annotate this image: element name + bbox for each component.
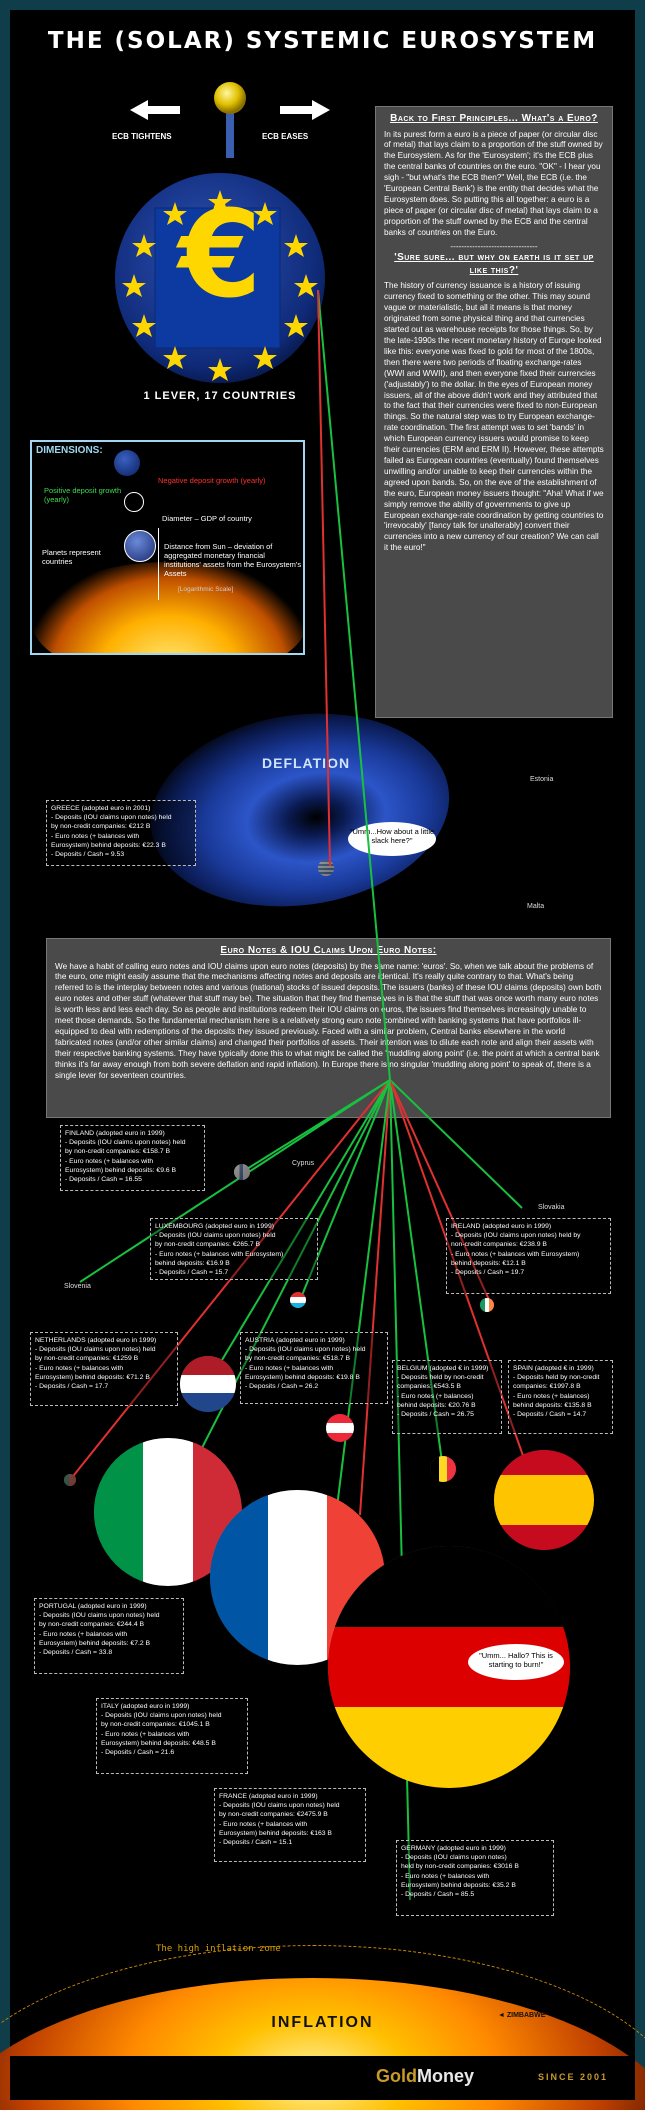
estonia-label: Estonia xyxy=(530,776,554,783)
cyprus-label: Cyprus xyxy=(292,1160,315,1167)
deflation-speech-bubble: "Umm...How about a little slack here?" xyxy=(348,822,436,856)
luxembourg-stats-box: LUXEMBOURG (adopted euro in 1999) - Deposits (IOU claims upon notes) held by non-credit companies: €265.7 B - Euro notes (+ balances with Eurosystem) behind deposits: €16.9 B - Deposits / Cash = 15.7 xyxy=(150,1218,318,1280)
ireland-planet xyxy=(480,1298,494,1312)
netherlands-stats-box: NETHERLANDS (adopted euro in 1999) - Deposits (IOU claims upon notes) held by non-credit companies: €1259 B - Euro notes (+ balances with Eurosystem) behind deposits: €71.2 B - Deposits / Cash = 17.7 xyxy=(30,1332,178,1406)
heading-what-is-euro: Back to First Principles... What's a Euro? xyxy=(390,113,598,124)
heading-why-set-up: 'Sure sure... but why on earth is it set up like this?' xyxy=(394,252,594,276)
finland-planet xyxy=(234,1164,250,1180)
deflation-label: DEFLATION xyxy=(262,755,351,771)
body-why-set-up: The history of currency issuance is a history of issuing currency fixed to something or the other. This may sound vague or materialistic, but all it means is that money originated from some physical thing and that currencies started out as warehouse receipts for those things. So, by the late-1990s the recent monetary history of Europe looked like this: everyone was fixed to gold for most of the 1800s, then there were two periods of floating exchange-rates (WWI and WWII), and then everyone fixed their currencies ('adjustably') to the dollar. In the eyes of European money issuers, all of the above didn't work and they attributed that to the fact that their currencies were fixed to non-European things. So the natural step was to try European exchange-rate coordination. The first attempt was to set 'bands' in which European currency issuers would promise to keep their currencies (ERM and ERM II). However, these attempts failed as European countries (eventually) found themselves unwilling and/or unable to keep their currencies within the agreed upon bands. So, on the eve of the establishment of the euro, European money issuers thought: "Aha! What if we simply remove the ability of governments to give up European exchange-rate coordination by getting countries to 'irrevocably' [fancy talk for unalterably] convert their currencies into a new currency of our creation? We can call it the euro!" xyxy=(384,281,604,553)
heading-notes-claims: Euro Notes & IOU Claims Upon Euro Notes: xyxy=(220,945,437,956)
diameter-label: Diameter – GDP of country xyxy=(162,514,252,523)
germany-stats-box: GERMANY (adopted euro in 1999) - Deposits (IOU claims upon notes) held by non-credit companies: €3016 B - Euro notes (+ balances with Eurosystem) behind deposits: €35.2 B - Deposits / Cash = 85.5 xyxy=(396,1840,554,1916)
planets-label: Planets represent countries xyxy=(42,548,101,566)
austria-stats-box: AUSTRIA (adopted euro in 1999) - Deposits (IOU claims upon notes) held by non-credit companies: €518.7 B - Euro notes (+ balances with Eurosystem) behind deposits: €19.8 B - Deposits / Cash = 26.2 xyxy=(240,1332,388,1404)
belgium-planet xyxy=(430,1456,456,1482)
lever-caption: 1 LEVER, 17 COUNTRIES xyxy=(143,390,297,402)
dimensions-title: DIMENSIONS: xyxy=(36,445,103,456)
portugal-stats-box: PORTUGAL (adopted euro in 1999) - Deposits (IOU claims upon notes) held by non-credit companies: €244.4 B - Euro notes (+ balances with Eurosystem) behind deposits: €7.2 B - Deposits / Cash = 33.8 xyxy=(34,1598,184,1674)
positive-growth-label: Positive deposit growth (yearly) xyxy=(44,486,122,504)
ecb-tightens-label: ECB TIGHTENS xyxy=(112,132,172,141)
arrow-left-icon: ◄ xyxy=(498,2012,507,2019)
germany-speech-bubble: "Umm... Hallo? This is starting to burn!" xyxy=(468,1644,564,1680)
belgium-stats-box: BELGIUM (adopted € in 1999) - Deposits held by non-credit companies: €543.5 B - Euro notes (+ balances) behind deposits: €20.76 B - Deposits / Cash = 26.75 xyxy=(392,1360,502,1434)
inflation-zone-label: The high inflation zone xyxy=(156,1944,281,1954)
divider: -------------------------------- xyxy=(450,241,538,251)
finland-stats-box: FINLAND (adopted euro in 1999) - Deposits (IOU claims upon notes) held by non-credit companies: €158.7 B - Euro notes (+ balances with Eurosystem) behind deposits: €9.6 B - Deposits / Cash = 16.55 xyxy=(60,1125,205,1191)
austria-planet xyxy=(326,1414,354,1442)
body-notes-claims: We have a habit of calling euro notes and IOU claims upon euro notes (deposits) by the same name: 'euros'. So, when we talk about the problems of the euro, one might easily assume that the mechanisms affecting notes and deposits are identical. It's really quite contrary to that. What's being referred to is the interplay between notes and various (national) stocks of issued deposits. The issuers (banks) of these IOU claims (deposits) own both euro notes and other stuff (whatever that stuff may be). The situation that they find themselves in is that the stuff that was once worth many euro notes is worth less and less each day. So as people and institutions redeem their IOU claims on euros, the issuers find themselves increasingly unable to meet those demands. So the fundamental mechanism here is a relatively strong euro note combined with banking systems that have portfolios ill-equipped to deal with redemptions of the deposits they issued previously. Faced with a similar problem, Central banks elsewhere in the world fabricated notes (and/or other similar claims) and changed their portfolios of assets. Their intention was to dilute each note and align their assets with their respective banking systems. They have typically done this to what might be called the 'muddling along point' (i.e. the point at which a central bank thinks it's far away enough from both severe deflation and rapid inflation). In Europe there is no singular 'muddling along point' to speak of, there is a single lever for seventeen countries. xyxy=(55,961,602,1080)
body-what-is-euro: In its purest form a euro is a piece of paper (or circular disc of metal) that lays claim to a proportion of the stuff owned by the Eurosystem. As for the 'Eurosystem'; it's the ECB plus the central banks of countries on the euro. "OK" - I hear you sigh - "but what's the ECB then?" Well, the ECB (i.e. the 'European Central Bank') is the entity that decides what the Eurosystem does. So putting this all together: a euro is a piece of paper (or circular disc of metal) that lays claim to a proportion of the stuff owned by the ECB and the central banks of countries on the Euro. xyxy=(384,129,603,237)
spain-stats-box: SPAIN (adopted € in 1999) - Deposits held by non-credit companies: €1997.8 B - Euro notes (+ balances) behind deposits: €135.8 B - Deposits / Cash = 14.7 xyxy=(508,1360,613,1434)
scale-label: [Logarithmic Scale] xyxy=(178,586,234,593)
spain-planet xyxy=(494,1450,594,1550)
inflation-label: INFLATION xyxy=(271,2014,374,2031)
france-stats-box: FRANCE (adopted euro in 1999) - Deposits (IOU claims upon notes) held by non-credit companies: €2475.9 B - Euro notes (+ balances with Eurosystem) behind deposits: €163 B - Deposits / Cash = 15.1 xyxy=(214,1788,366,1862)
malta-label: Malta xyxy=(527,903,545,910)
distance-label: Distance from Sun – deviation of aggregated monetary financial institutions' assets from the Eurosystem's Assets xyxy=(164,542,302,578)
euro-symbol-icon: € xyxy=(178,186,262,325)
zimbabwe-label: ◄ ZIMBABWE xyxy=(498,2012,546,2019)
negative-growth-label: Negative deposit growth (yearly) xyxy=(158,476,266,485)
netherlands-planet xyxy=(180,1356,236,1412)
slovenia-label: Slovenia xyxy=(64,1283,91,1290)
portugal-planet xyxy=(64,1474,76,1486)
italy-stats-box: ITALY (adopted euro in 1999) - Deposits (IOU claims upon notes) held by non-credit companies: €1045.1 B - Euro notes (+ balances with Eurosystem) behind deposits: €48.5 B - Deposits / Cash = 21.6 xyxy=(96,1698,248,1774)
luxembourg-planet xyxy=(290,1292,306,1308)
slovakia-label: Slovakia xyxy=(538,1204,565,1211)
goldmoney-logo: GoldMoney xyxy=(376,2066,475,2086)
greece-stats-box: GREECE (adopted euro in 2001) - Deposits (IOU claims upon notes) held by non-credit companies: €212 B - Euro notes (+ balances with Eurosystem) behind deposits: €22.3 B - Deposits / Cash = 9.53 xyxy=(46,800,196,866)
page-title: THE (SOLAR) SYSTEMIC EUROSYSTEM xyxy=(47,28,598,54)
ecb-eases-label: ECB EASES xyxy=(262,132,309,141)
since-label: SINCE 2001 xyxy=(538,2072,609,2082)
ireland-stats-box: IRELAND (adopted euro in 1999) - Deposits (IOU claims upon notes) held by non-credit companies: €238.9 B - Euro notes (+ balances with Eurosystem) behind deposits: €12.1 B - Deposits / Cash = 19.7 xyxy=(446,1218,611,1294)
